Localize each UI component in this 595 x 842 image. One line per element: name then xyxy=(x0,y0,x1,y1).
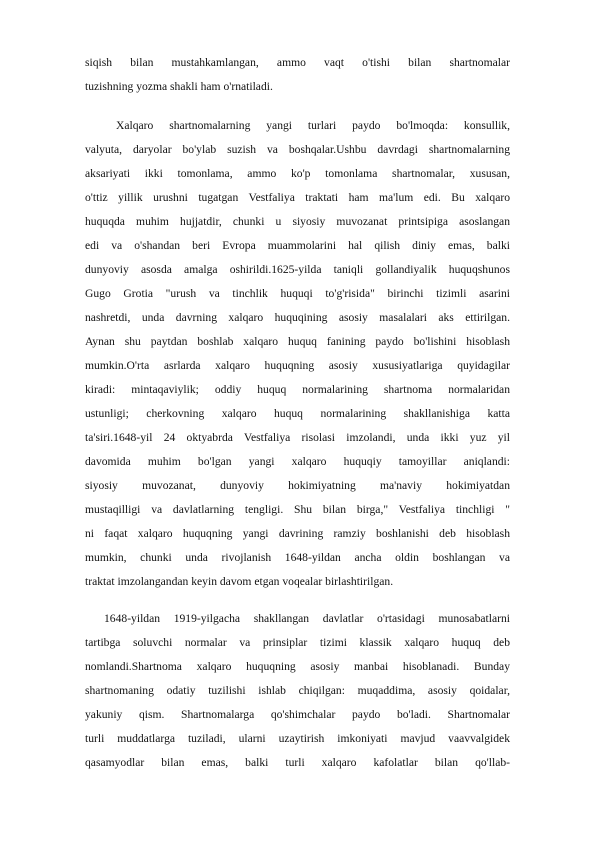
text-line: qasamyodlar bilan emas, balki turli xalqaro kafolatlar bilan qo'llab- xyxy=(85,756,510,769)
text-line: Gugo Grotia "urush va tinchlik huquqi to'g'risida" birinchi tizimli asarini xyxy=(85,287,510,300)
text-line: nomlandi.Shartnoma xalqaro huquqning asosiy manbai hisoblanadi. Bunday xyxy=(85,660,510,673)
text-line: ustunligi; cherkovning xalqaro huquq normalarining shakllanishiga katta xyxy=(85,407,510,420)
text-line: valyuta, daryolar bo'ylab suzish va boshqalar.Ushbu davrdagi shartnomalarning xyxy=(85,143,510,156)
text-line: traktat imzolangandan keyin davom etgan voqealar birlashtirilgan. xyxy=(85,575,394,588)
text-line: edi va o'shandan beri Evropa muammolarini hal qilish diniy emas, balki xyxy=(85,239,510,252)
text-line: mumkin.O'rta asrlarda xalqaro huquqning asosiy xususiyatlariga quyidagilar xyxy=(85,359,510,372)
text-line: Xalqaro shartnomalarning yangi turlari paydo bo'lmoqda: konsullik, xyxy=(116,119,510,132)
text-line: mustaqilligi va davlatlarning tengligi. Shu bilan birga," Vestfaliya tinchligi " xyxy=(85,503,510,516)
text-line: yakuniy qism. Shartnomalarga qo'shimchalar paydo bo'ladi. Shartnomalar xyxy=(85,708,510,721)
text-line: 1648-yildan 1919-yilgacha shakllangan davlatlar o'rtasidagi munosabatlarni xyxy=(104,612,510,625)
text-line: turli muddatlarga tuziladi, ularni uzaytirish imkoniyati mavjud vaavvalgidek xyxy=(85,732,510,745)
text-line: ta'siri.1648-yil 24 oktyabrda Vestfaliya risolasi imzolandi, unda ikki yuz yil xyxy=(85,431,510,444)
text-line: ni faqat xalqaro huquqning yangi davrining ramziy boshlanishi deb hisoblash xyxy=(85,527,510,540)
text-line: huquqda muhim hujjatdir, chunki u siyosiy muvozanat printsipiga asoslangan xyxy=(85,215,510,228)
text-line: tartibga soluvchi normalar va prinsiplar tizimi klassik xalqaro huquq deb xyxy=(85,636,510,649)
text-line: davomida muhim bo'lgan yangi xalqaro huquqiy tamoyillar aniqlandi: xyxy=(85,455,510,468)
text-line: aksariyati ikki tomonlama, ammo ko'p tomonlama shartnomalar, xususan, xyxy=(85,167,510,180)
text-line: Aynan shu paytdan boshlab xalqaro huquq fanining paydo bo'lishini hisoblash xyxy=(85,335,510,348)
text-line: mumkin, chunki unda rivojlanish 1648-yildan ancha oldin boshlangan va xyxy=(85,551,510,564)
text-line: nashretdi, unda davrning xalqaro huquqining asosiy masalalari aks ettirilgan. xyxy=(85,311,510,324)
text-line: dunyoviy asosda amalga oshirildi.1625-yilda taniqli gollandiyalik huquqshunos xyxy=(85,263,510,276)
text-line: o'ttiz yillik urushni tugatgan Vestfaliya traktati ham ma'lum edi. Bu xalqaro xyxy=(85,191,510,204)
text-line: siqish bilan mustahkamlangan, ammo vaqt o'tishi bilan shartnomalar xyxy=(85,56,510,69)
text-line: tuzishning yozma shakli ham o'rnatiladi. xyxy=(85,80,273,93)
text-line: siyosiy muvozanat, dunyoviy hokimiyatning ma'naviy hokimiyatdan xyxy=(85,479,510,492)
text-line: shartnomaning odatiy tuzilishi ishlab chiqilgan: muqaddima, asosiy qoidalar, xyxy=(85,684,510,697)
text-line: kiradi: mintaqaviylik; oddiy huquq normalarining shartnoma normalaridan xyxy=(85,383,510,396)
